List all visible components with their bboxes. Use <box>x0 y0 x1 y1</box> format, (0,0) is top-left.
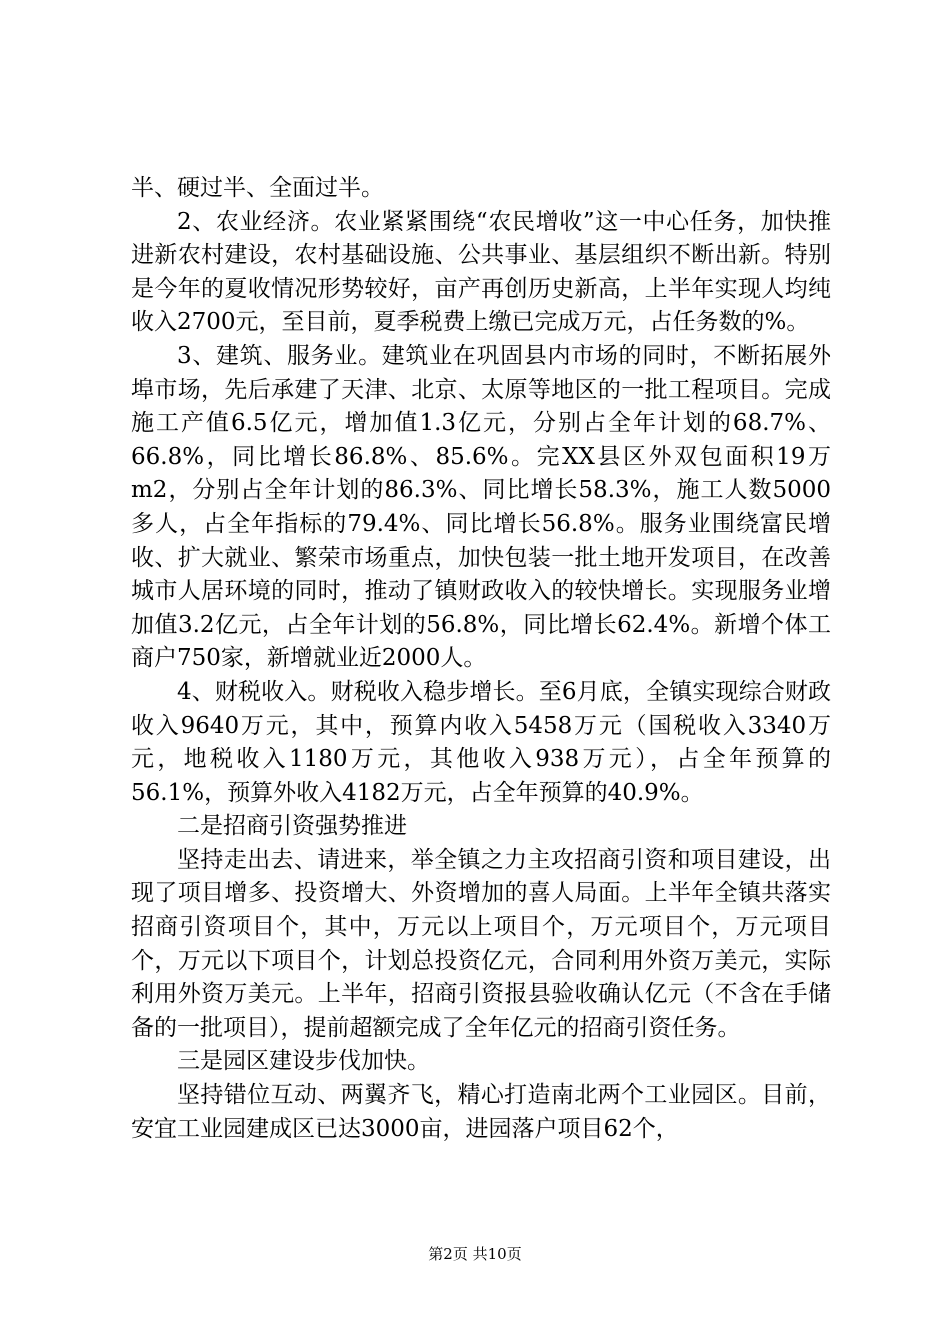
paragraph-investment: 坚持走出去、请进来，举全镇之力主攻招商引资和项目建设，出现了项目增多、投资增大、外资增加的喜人局面。上半年全镇共落实招商引资项目个，其中，万元以上项目个，万元项目个，万元项目个，万元以下项目个，计划总投资亿元，合同利用外资万美元，实际利用外资万美元。上半年，招商引资报县验收确认亿元（不含在手储备的一批项目），提前超额完成了全年亿元的招商引资任务。 <box>131 846 831 1041</box>
paragraph-construction-services: 3、建筑、服务业。建筑业在巩固县内市场的同时，不断拓展外埠市场，先后承建了天津、北京、太原等地区的一批工程项目。完成施工产值6.5亿元，增加值1.3亿元，分别占全年计划的68.7%、66.8%，同比增长86.8%、85.6%。完XX县区外双包面积19万m2，分别占全年计划的86.3%、同比增长58.3%，施工人数5000多人，占全年指标的79.4%、同比增长56.8%。服务业围绕富民增收、扩大就业、繁荣市场重点，加快包装一批土地开发项目，在改善城市人居环境的同时，推动了镇财政收入的较快增长。实现服务业增加值3.2亿元，占全年计划的56.8%，同比增长62.4%。新增个体工商户750家，新增就业近2000人。 <box>131 342 831 672</box>
section-heading-investment: 二是招商引资强势推进 <box>177 813 407 840</box>
paragraph-fiscal-revenue: 4、财税收入。财税收入稳步增长。至6月底，全镇实现综合财政收入9640万元，其中，预算内收入5458万元（国税收入3340万元，地税收入1180万元，其他收入938万元），占全年预算的56.1%，预算外收入4182万元，占全年预算的40.9%。 <box>131 678 831 806</box>
paragraph-agriculture: 2、农业经济。农业紧紧围绕“农民增收”这一中心任务，加快推进新农村建设，农村基础设施、公共事业、基层组织不断出新。特别是今年的夏收情况形势较好，亩产再创历史新高，上半年实现人均纯收入2700元，至目前，夏季税费上缴已完成万元，占任务数的%。 <box>131 208 831 336</box>
document-body <box>131 172 831 1146</box>
paragraph-continuation: 半、硬过半、全面过半。 <box>131 175 384 201</box>
paragraph-industrial-park: 坚持错位互动、两翼齐飞，精心打造南北两个工业园区。目前，安宜工业园建成区已达3000亩，进园落户项目62个， <box>131 1082 831 1142</box>
page-number-footer: 第2页 共10页 <box>428 1245 522 1263</box>
section-heading-industrial-park: 三是园区建设步伐加快。 <box>177 1048 430 1075</box>
